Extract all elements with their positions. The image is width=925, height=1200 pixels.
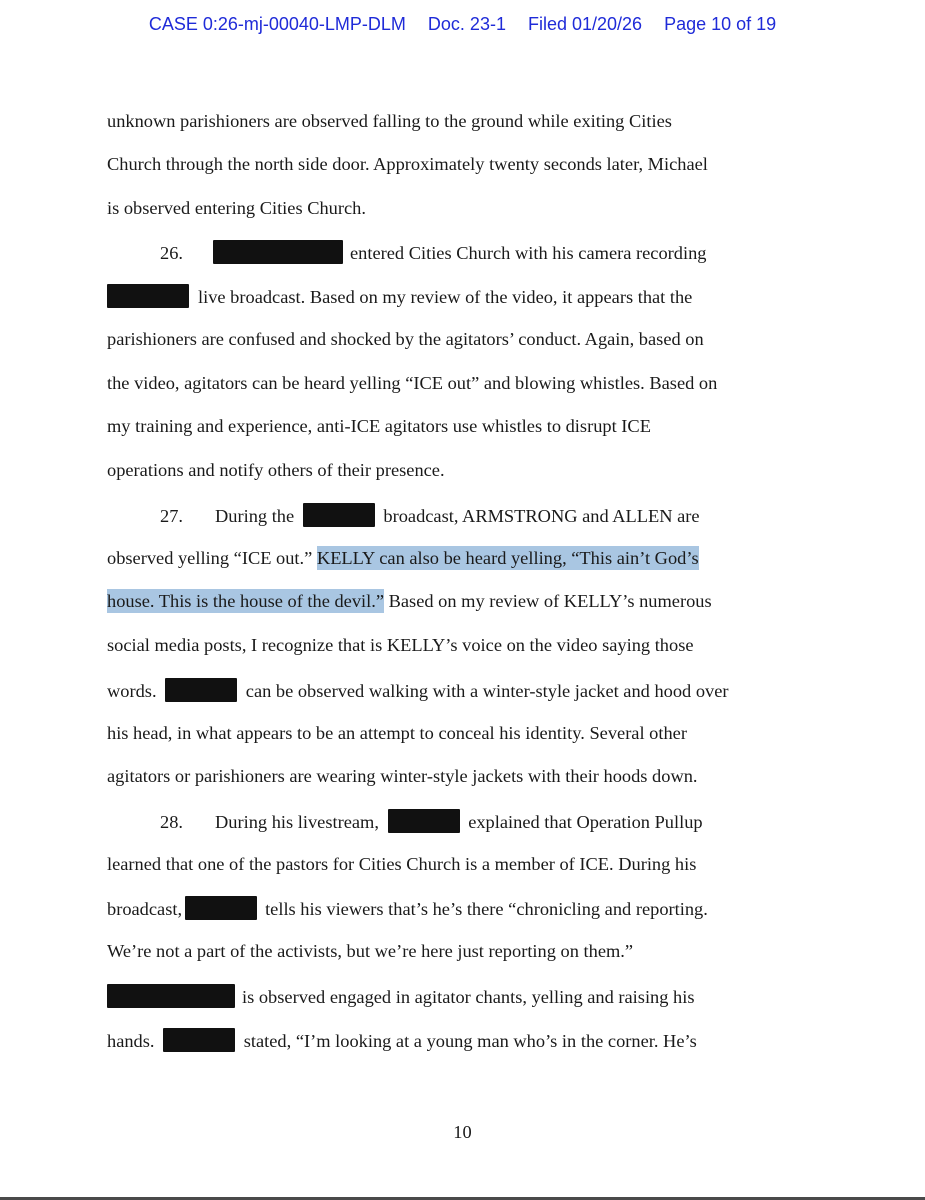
text-segment: During his livestream, bbox=[215, 812, 379, 832]
text-segment: stated, “I’m looking at a young man who’s in the corner. He’s bbox=[243, 1031, 697, 1051]
text-segment: entered Cities Church with his camera recording bbox=[350, 243, 707, 263]
redaction-bar bbox=[185, 896, 257, 920]
text-line: Church through the north side door. Approximately twenty seconds later, Michael bbox=[107, 154, 708, 174]
filed-date: Filed 01/20/26 bbox=[527, 14, 643, 34]
text-line bbox=[107, 896, 807, 920]
text-line: his head, in what appears to be an attempt to conceal his identity. Several other bbox=[107, 723, 687, 743]
text-segment: can be observed walking with a winter-style jacket and hood over bbox=[245, 681, 729, 701]
text-line: operations and notify others of their presence. bbox=[107, 460, 445, 480]
text-segment: During the bbox=[215, 506, 295, 526]
text-segment: hands. bbox=[107, 1031, 155, 1051]
text-segment: Based on my review of KELLY’s numerous bbox=[388, 591, 712, 611]
text-segment: broadcast, ARMSTRONG and ALLEN are bbox=[383, 506, 700, 526]
redaction-bar bbox=[303, 503, 375, 527]
text-line: agitators or parishioners are wearing winter-style jackets with their hoods down. bbox=[107, 766, 698, 786]
doc-number: Doc. 23-1 bbox=[427, 14, 506, 34]
page-count: Page 10 of 19 bbox=[664, 14, 777, 34]
text-line: my training and experience, anti-ICE agitators use whistles to disrupt ICE bbox=[107, 416, 651, 436]
case-number: CASE 0:26-mj-00040-LMP-DLM bbox=[148, 14, 406, 34]
highlighted-quote: house. This is the house of the devil.” bbox=[107, 591, 385, 611]
text-segment: live broadcast. Based on my review of the video, it appears that the bbox=[198, 287, 693, 307]
text-segment: broadcast, bbox=[107, 899, 183, 919]
redaction-bar bbox=[163, 1028, 235, 1052]
text-line: We’re not a part of the activists, but we’re here just reporting on them.” bbox=[107, 941, 634, 961]
redaction-bar bbox=[107, 284, 189, 308]
text-line bbox=[107, 590, 807, 612]
text-line: parishioners are confused and shocked by the agitators’ conduct. Again, based on bbox=[107, 329, 704, 349]
paragraph-number: 27. bbox=[160, 506, 183, 526]
paragraph-number: 26. bbox=[160, 243, 183, 263]
paragraph-28-line bbox=[107, 809, 807, 833]
redaction-bar bbox=[165, 678, 237, 702]
highlighted-quote: KELLY can also be heard yelling, “This ain’t God’s bbox=[316, 548, 699, 568]
text-line: social media posts, I recognize that is KELLY’s voice on the video saying those bbox=[107, 635, 694, 655]
text-segment: is observed engaged in agitator chants, yelling and raising his bbox=[242, 987, 695, 1007]
text-segment: explained that Operation Pullup bbox=[468, 812, 703, 832]
paragraph-number: 28. bbox=[160, 812, 183, 832]
paragraph-27-line bbox=[107, 503, 807, 527]
text-segment: observed yelling “ICE out.” bbox=[107, 548, 313, 568]
filing-header bbox=[0, 14, 925, 35]
redaction-bar bbox=[107, 984, 235, 1008]
text-segment: words. bbox=[107, 681, 157, 701]
text-segment: tells his viewers that’s he’s there “chronicling and reporting. bbox=[265, 899, 708, 919]
text-line: the video, agitators can be heard yelling “ICE out” and blowing whistles. Based on bbox=[107, 373, 718, 393]
redaction-bar bbox=[213, 240, 343, 264]
paragraph-26-line bbox=[107, 240, 807, 264]
text-line bbox=[107, 284, 807, 308]
text-line: is observed entering Cities Church. bbox=[107, 198, 366, 218]
redaction-bar bbox=[388, 809, 460, 833]
text-line bbox=[107, 547, 807, 569]
text-line bbox=[107, 984, 807, 1008]
text-line bbox=[107, 678, 807, 702]
page-number: 10 bbox=[453, 1122, 472, 1142]
text-line: unknown parishioners are observed falling to the ground while exiting Cities bbox=[107, 111, 672, 131]
text-line bbox=[107, 1028, 807, 1052]
text-line: learned that one of the pastors for Cities Church is a member of ICE. During his bbox=[107, 854, 697, 874]
